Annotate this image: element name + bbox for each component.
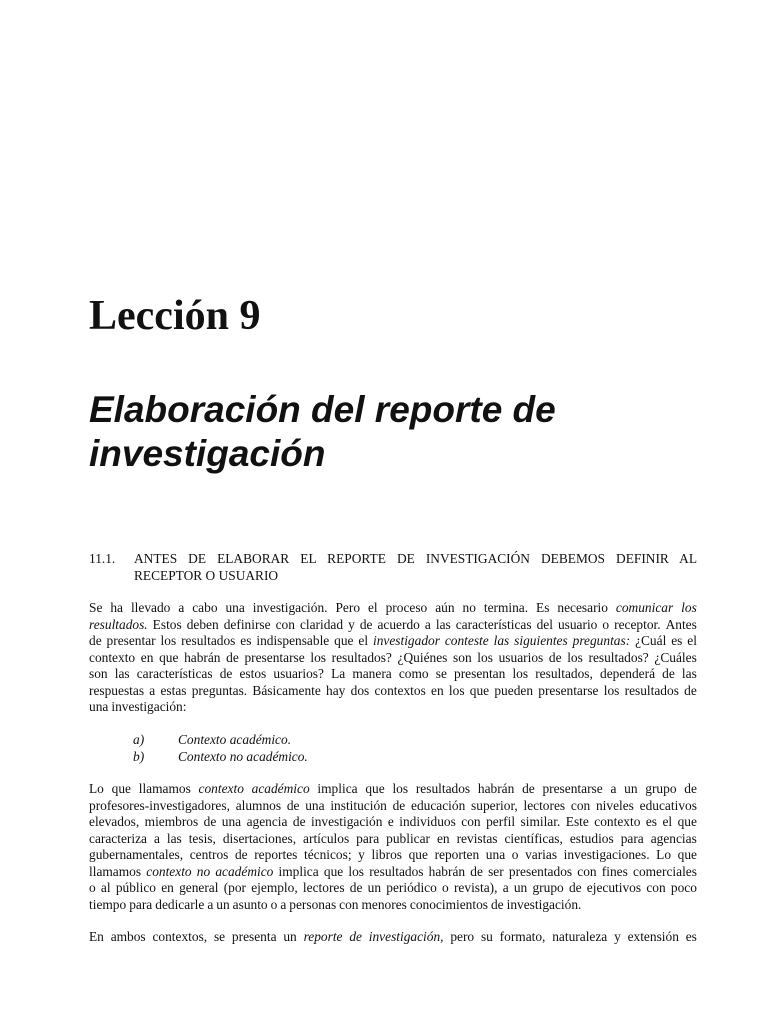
list-label: Contexto académico. [178,732,292,747]
word: Este [565,814,589,829]
word: de [349,880,363,895]
word: los [512,666,529,681]
word: con [646,880,666,895]
word: o [442,880,449,895]
word: que [159,649,179,665]
word: a [502,880,509,895]
word: similar. [520,814,561,829]
word: claridad [299,616,344,632]
emphasis-word: no [196,863,211,879]
word: una [305,797,325,813]
list-item [133,749,533,766]
list-label: Contexto no académico. [178,748,308,764]
word: a [610,781,617,796]
word: de [568,880,582,895]
word: asunto [232,896,268,912]
word: es [671,633,683,648]
word: resultados? [331,649,392,665]
word: usuarios? [273,666,324,681]
text-line [89,633,697,650]
word: usuarios [498,649,544,665]
word: ambos [110,929,146,944]
word: que [408,847,428,862]
word: presentar [106,633,156,648]
word: Es [536,600,550,615]
word: en [140,649,154,665]
word: características [455,616,532,632]
text-line [89,897,697,914]
word: Lo [656,847,672,862]
word: resultados [624,682,679,698]
word: en [161,880,174,895]
word: público [115,880,156,895]
emphasis-word: resultados. [89,616,148,632]
word: son [89,666,108,681]
word: resultados [415,781,471,796]
word: el [687,633,697,648]
word: al [100,880,111,895]
word: general [179,880,219,895]
word: una [221,814,242,829]
word: resultados [369,863,424,879]
word: estudios [569,830,614,846]
word: periódico [386,880,437,895]
emphasis-word: conteste [444,633,489,648]
word: contexto [594,814,641,829]
word: científicas, [504,830,563,846]
word: un [624,781,638,796]
word: contextos [374,682,426,698]
word: varias [525,847,558,862]
word: disertaciones, [222,830,297,846]
word: indispensable [256,633,330,648]
word: el [367,600,378,615]
word: dependerá [600,666,656,681]
word: acuerdo [377,616,420,632]
word: en [431,682,444,698]
contexts-list [133,732,533,765]
word: un [216,896,230,912]
word: contextos, [152,929,208,944]
word: se [435,666,447,681]
word: su [480,929,493,944]
text-line [89,814,697,831]
word: un [367,880,382,895]
word: que [323,863,344,879]
word: con [577,863,597,879]
word: agencias [650,830,697,846]
word: es [240,633,252,648]
word: pueden [494,682,534,698]
word: educación [411,797,466,813]
word: una [485,847,506,862]
emphasis-word: de [349,929,362,944]
word: es [685,929,697,944]
word: investigación [311,814,383,829]
word: educativos [639,797,697,813]
word: investigación. [506,896,582,912]
word: es [645,814,658,829]
word: menores [361,896,407,912]
word: La [331,666,346,681]
word: las [114,666,130,681]
word: dos [350,682,370,698]
word: formato, [499,929,546,944]
word: llamamos [89,863,142,879]
word: una [89,699,109,714]
word: una [225,600,245,615]
emphasis-word: preguntas: [572,633,631,648]
word: o [602,616,610,632]
emphasis-word: académico [251,781,310,796]
word: ¿Quiénes [397,649,448,665]
word: los [160,633,177,648]
word: conocimientos [409,896,488,912]
text-line [89,666,697,683]
text-line [89,617,697,634]
word: cabo [192,600,218,615]
word: a [280,896,287,912]
word: extensión [627,929,679,944]
word: habrán [428,863,466,879]
word: pero [450,929,475,944]
word: de [470,863,483,879]
word: a [149,682,156,698]
list-item [133,732,533,749]
word: con [339,896,359,912]
word: elevados, [89,814,140,829]
word: que [677,847,697,862]
word: resultados [181,633,236,648]
word: las [681,666,697,681]
word: los [448,682,465,698]
word: de [292,814,306,829]
emphasis-word: comunicar [615,600,674,615]
word: de [684,781,697,796]
text-line [89,929,697,946]
word: ejemplo, [251,880,298,895]
text-line [89,683,697,700]
word: dedicarle [155,896,205,912]
word: fines [601,863,628,879]
word: ejecutivos [586,880,642,895]
word: manera [352,666,392,681]
word: presentarse [244,649,305,665]
word: los [348,863,365,879]
text-line [89,864,697,881]
chapter-title-line-1: Elaboración del reporte de [89,389,556,430]
word: naturaleza [552,929,608,944]
word: personas [289,896,337,912]
word: estas [160,682,187,698]
emphasis-word: las [493,633,510,648]
word: de [359,616,373,632]
word: implica [317,781,358,796]
word: deben [186,616,219,632]
word: que [469,682,490,698]
word: de [286,797,300,813]
word: de [234,847,248,862]
word: se [213,929,226,944]
word: como [398,666,429,681]
word: los [603,682,620,698]
word: presenta [231,929,277,944]
word: caracteriza [89,830,147,846]
word: con [570,797,591,813]
chapter-title [89,388,729,476]
word: de [203,814,217,829]
word: a [178,600,185,615]
section-heading-text [134,551,697,584]
word: Lo [89,781,104,796]
paragraph-report [89,929,697,946]
word: resultados? [588,649,649,665]
word: preguntas. [191,682,248,698]
chapter-title-line-2: investigación [89,433,326,474]
word: o [511,847,519,862]
word: reportes [254,847,298,862]
word: el [358,633,369,648]
word: gubernamentales, [89,847,184,862]
word: comerciales [633,863,697,879]
word: miembros [144,814,199,829]
word: ¿Cuál [635,633,667,648]
word: del [536,616,553,632]
word: para [356,830,380,846]
word: a [153,830,160,846]
word: grupo [645,781,677,796]
word: reporten [434,847,480,862]
word: que [677,814,697,829]
word: de [662,666,675,681]
word: implica [278,863,319,879]
word: un [283,929,297,944]
word: En [89,929,104,944]
text-line [89,781,697,798]
word: a [207,896,214,912]
list-marker: a) [133,732,145,747]
word: hay [326,682,346,698]
word: las [166,830,182,846]
word: (por [223,880,246,895]
text-line [89,600,697,617]
emphasis-word: investigación, [368,929,444,944]
emphasis-word: siguientes [514,633,568,648]
word: las [435,616,451,632]
word: de [522,781,535,796]
word: aún [435,600,455,615]
word: contexto [89,649,136,665]
word: resultados, [535,666,593,681]
word: presentarse [542,781,603,796]
word: investigación: [111,699,187,714]
word: el [662,814,673,829]
word: tesis, [188,830,216,846]
emphasis-word: contexto [146,863,192,879]
word: ha [110,600,123,615]
word: Pero [335,600,361,615]
word: institución [330,797,387,813]
word: presentados [508,863,573,879]
word: necesario [557,600,608,615]
word: o [270,896,278,912]
text-line [89,798,697,815]
section-number: 11.1. [89,551,116,566]
word: con [275,616,295,632]
word: no [462,600,476,615]
word: proceso [385,600,428,615]
word: Básicamente [252,682,321,698]
word: los [392,781,409,796]
word: tiempo [89,896,127,912]
word: llevado [130,600,171,615]
emphasis-word: investigador [372,633,440,648]
word: revistas [456,830,498,846]
word: Estos [152,616,182,632]
word: Se [89,600,103,615]
word: de [392,797,406,813]
word: a [424,616,431,632]
word: características [136,666,213,681]
text-line [89,650,697,667]
list-marker: b) [133,748,145,764]
emphasis-word: reporte [303,929,343,944]
word: agencia [246,814,288,829]
paragraph-intro [89,600,697,716]
word: definirse [223,616,271,632]
paragraph-contexts [89,781,697,913]
word: publicar [386,830,431,846]
word: profesores-investigadores, [89,797,230,813]
word: alumnos [235,797,282,813]
word: un [513,880,528,895]
word: los [477,649,493,665]
word: poco [670,880,697,895]
word: llamamos [138,781,191,796]
word: que [111,781,131,796]
word: e [387,814,394,829]
word: ¿Cuáles [654,649,697,665]
word: de [490,896,504,912]
text-line [89,699,697,716]
word: investigaciones. [563,847,650,862]
word: habrán [477,781,515,796]
word: y [614,929,621,944]
word: presentan [454,666,506,681]
word: Antes [665,616,697,632]
word: usuario [557,616,598,632]
emphasis-word: académico [215,863,274,879]
word: receptor. [614,616,661,632]
emphasis-word: los [681,600,697,615]
section-heading-line-2: RECEPTOR O USUARIO [134,567,279,583]
word: de [219,666,233,681]
word: que [365,781,385,796]
word: niveles [595,797,634,813]
word: para [129,896,153,912]
word: los [567,649,583,665]
word: presentarse [538,682,599,698]
word: de [226,649,239,665]
lesson-title: Lección 9 [89,293,261,339]
word: lectores [302,880,345,895]
word: artículos [303,830,350,846]
word: de [89,633,102,648]
word: centros [189,847,229,862]
word: en [436,830,450,846]
word: termina. [483,600,529,615]
word: son [453,649,472,665]
word: individuos [399,814,456,829]
word: libros [371,847,402,862]
word: estos [239,666,267,681]
word: o [89,880,96,895]
word: y [348,616,355,632]
word: revista), [453,880,498,895]
word: superior, [471,797,518,813]
text-line [89,880,697,897]
word: grupo [532,880,564,895]
emphasis-word: contexto [198,781,244,796]
section-heading-line-1: ANTES DE ELABORAR EL REPORTE DE INVESTIGACIÓN DEBEMOS DEFINIR AL [134,551,697,566]
text-line [89,831,697,848]
word: para [620,830,644,846]
word: lectores [523,797,566,813]
word: de [548,649,562,665]
word: con [461,814,481,829]
word: investigación. [252,600,328,615]
word: y [358,847,365,862]
word: de [684,682,697,698]
word: que [334,633,354,648]
word: habrán [184,649,221,665]
text-line [89,847,697,864]
word: ser [488,863,504,879]
word: los [310,649,326,665]
word: respuestas [89,682,145,698]
word: perfil [486,814,516,829]
word: técnicos; [303,847,352,862]
